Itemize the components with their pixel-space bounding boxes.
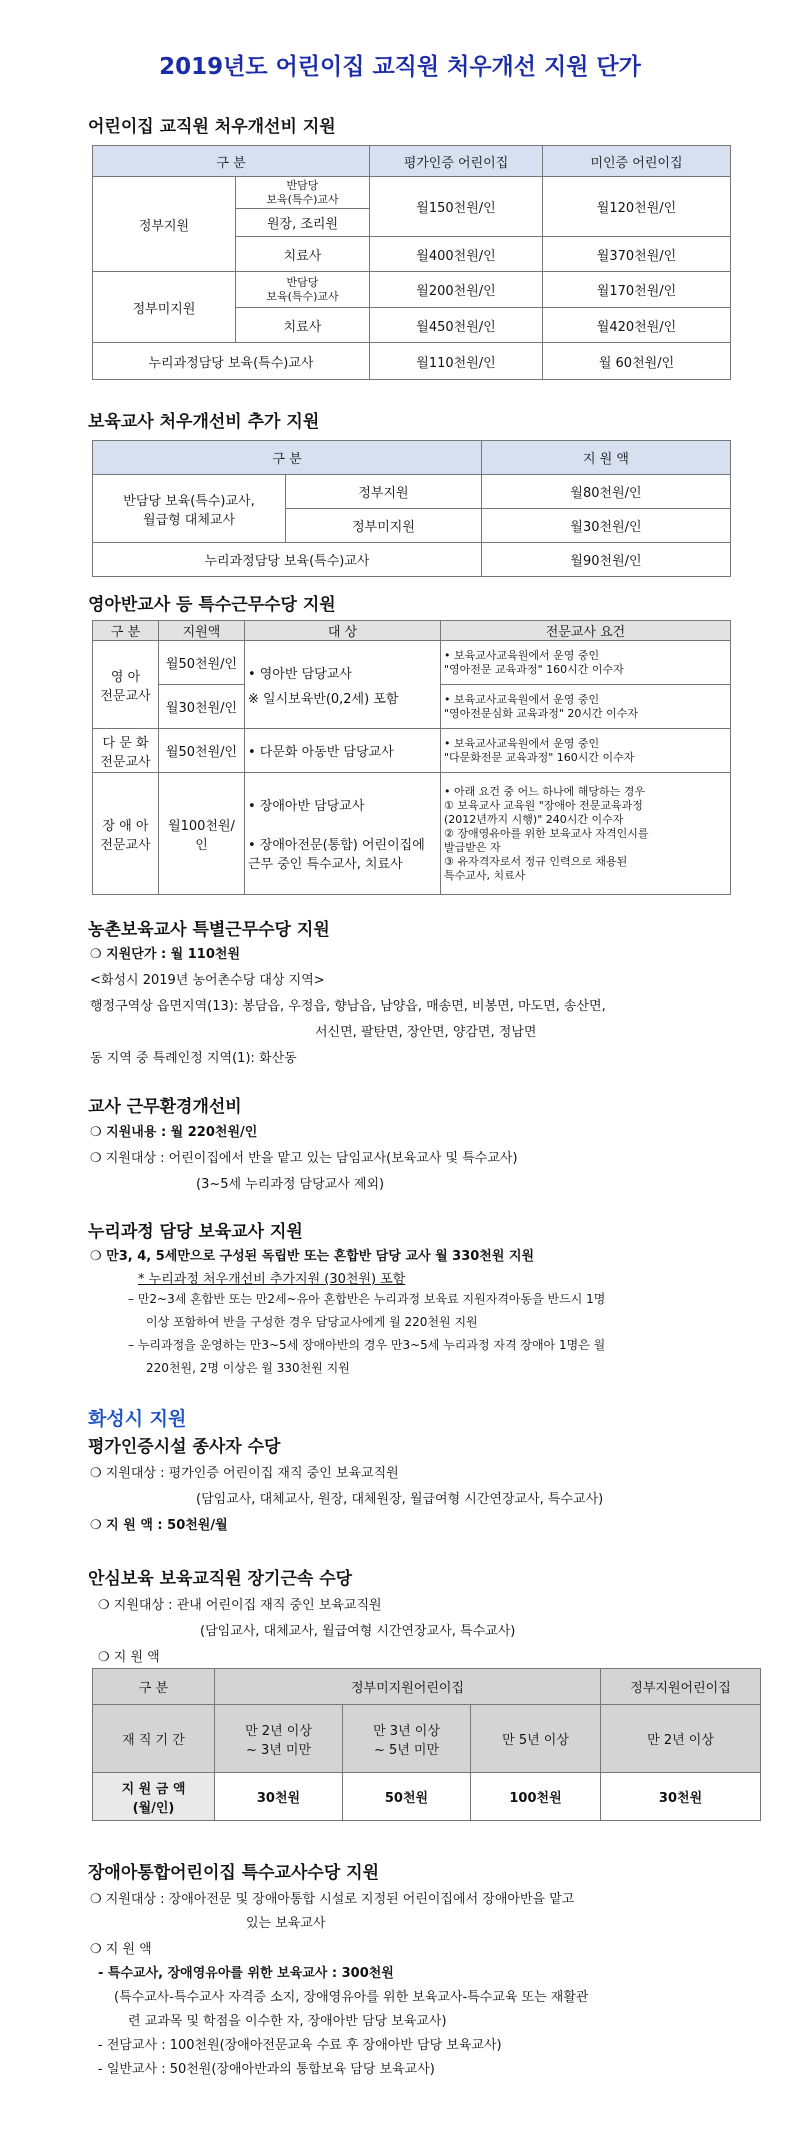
row-nongov: 정부미지원 (93, 272, 236, 343)
nuri-main: ❍ 만3, 4, 5세만으로 구성된 독립반 또는 혼합반 담당 교사 월 330천원 지원 (90, 1249, 535, 1264)
nuri-detail: – 만2~3세 혼합반 또는 만2세~유아 혼합반은 누리과정 보육료 지원자격아동을 반드시 1명 (128, 1292, 606, 1306)
infant-requirement-1: • 보육교사교육원에서 운영 중인 "영아전문 교육과정" 160시간 이수자 (441, 641, 731, 685)
certified-amount: ❍ 지 원 액 : 50천원/월 (90, 1518, 228, 1533)
integrated-special-note-cont: 련 교과목 및 학점을 이수한 자, 장애아반 담당 보육교사) (128, 2014, 447, 2029)
nuri-detail: 이상 포함하여 반을 구성한 경우 담당교사에게 월 220천원 지원 (146, 1315, 478, 1329)
row-gov-teacher: 반담당 보육(특수)교사 (236, 177, 370, 209)
certified-target: ❍ 지원대상 : 평가인증 어린이집 재직 중인 보육교직원 (90, 1466, 399, 1481)
longterm-target: ❍ 지원대상 : 관내 어린이집 재직 중인 보육교직원 (98, 1598, 382, 1613)
special-allowance-table (92, 620, 731, 895)
disability-target-line: • 장애아전문(통합) 어린이집에 근무 중인 특수교사, 치료사 (248, 838, 425, 872)
cell: 월80천원/인 (482, 475, 731, 509)
disability-target-line: • 장애아반 담당교사 (248, 799, 365, 814)
longterm-amount-label: ❍ 지 원 액 (98, 1650, 160, 1665)
cell: 월420천원/인 (543, 308, 731, 343)
environment-amount: ❍ 지원내용 : 월 220천원/인 (90, 1125, 258, 1140)
infant-requirement-2: • 보육교사교육원에서 운영 중인 "영아전문심화 교육과정" 20시간 이수자 (441, 685, 731, 729)
cell: 월110천원/인 (370, 343, 543, 380)
cell: 월 60천원/인 (543, 343, 731, 380)
integrated-target: ❍ 지원대상 : 장애아전문 및 장애아통합 시설로 지정된 어린이집에서 장애아반을 맡고 (90, 1892, 575, 1907)
header-amount: 지 원 액 (482, 441, 731, 475)
row-nuri: 누리과정담당 보육(특수)교사 (93, 343, 370, 380)
certified-target-detail: (담임교사, 대체교사, 원장, 대체원장, 월급여형 시간연장교사, 특수교사) (196, 1492, 604, 1507)
cell: 월170천원/인 (543, 272, 731, 308)
multi-requirement: • 보육교사교육원에서 운영 중인 "다문화전문 교육과정" 160시간 이수자 (441, 729, 731, 773)
header-uncertified: 미인증 어린이집 (543, 146, 731, 177)
integrated-special: - 특수교사, 장애영유아를 위한 보육교사 : 300천원 (98, 1966, 394, 1981)
cell: 월200천원/인 (370, 272, 543, 308)
section-heading-longterm: 안심보육 보육교직원 장기근속 수당 (88, 1569, 353, 1589)
section-heading-treatment: 어린이집 교직원 처우개선비 지원 (88, 117, 336, 137)
row-gov: 정부지원 (286, 475, 482, 509)
cell: 월120천원/인 (543, 177, 731, 237)
integrated-special-note: (특수교사-특수교사 자격증 소지, 장애영유아를 위한 보육교사-특수교육 또는 재활관 (114, 1990, 589, 2005)
multi-target: • 다문화 아동반 담당교사 (245, 729, 441, 773)
header-category: 구 분 (93, 1669, 215, 1705)
section-heading-hwaseong: 화성시 지원 (88, 1408, 187, 1430)
row-gov-therapist: 치료사 (236, 237, 370, 272)
header-amount: 지원액 (159, 621, 245, 641)
disability-requirement: • 아래 요건 중 어느 하나에 해당하는 경우 ① 보육교사 교육원 "장애아 전문교육과정 (2012년까지 시행)" 240시간 이수자 ② 장애영유아를 위한 보육교사 자격인시를 발급받은 자 ③ 유자격자로서 정규 인력으로 채용된 특수교사, 치료사 (441, 773, 731, 895)
row-gov-director: 원장, 조리원 (236, 209, 370, 237)
header-certified: 평가인증 어린이집 (370, 146, 543, 177)
cell: 월50천원/인 (159, 641, 245, 685)
rural-amount: ❍ 지원단가 : 월 110천원 (90, 947, 240, 962)
cell: 50천원 (343, 1773, 471, 1821)
environment-target: ❍ 지원대상 : 어린이집에서 반을 맡고 있는 담임교사(보육교사 및 특수교사) (90, 1151, 518, 1166)
cell: 30천원 (601, 1773, 761, 1821)
header-category: 구 분 (93, 146, 370, 177)
cell: 월370천원/인 (543, 237, 731, 272)
longterm-table (92, 1668, 761, 1821)
nuri-detail: 220천원, 2명 이상은 월 330천원 지원 (146, 1361, 350, 1375)
header-category: 구 분 (93, 441, 482, 475)
section-heading-additional: 보육교사 처우개선비 추가 지원 (88, 412, 320, 432)
cell: 월30천원/인 (482, 509, 731, 543)
row-infant: 영 아 전문교사 (93, 641, 159, 729)
infant-target (245, 641, 441, 729)
section-heading-nuri: 누리과정 담당 보육교사 지원 (88, 1222, 303, 1242)
integrated-dedicated: - 전담교사 : 100천원(장애아전문교육 수료 후 장애아반 담당 보육교사) (98, 2038, 502, 2053)
cell: 만 2년 이상 ~ 3년 미만 (215, 1705, 343, 1773)
treatment-table (92, 145, 731, 380)
header-target: 대 상 (245, 621, 441, 641)
row-group: 반담당 보육(특수)교사, 월급형 대체교사 (93, 475, 286, 543)
cell: 월90천원/인 (482, 543, 731, 577)
cell: 월150천원/인 (370, 177, 543, 237)
section-heading-integrated: 장애아통합어린이집 특수교사수당 지원 (88, 1863, 380, 1883)
header-requirement: 전문교사 요건 (441, 621, 731, 641)
page-title: 2019년도 어린이집 교직원 처우개선 지원 단가 (159, 54, 641, 80)
subheading-certified-allowance: 평가인증시설 종사자 수당 (88, 1437, 281, 1457)
additional-support-table (92, 440, 731, 577)
row-amount: 지 원 금 액 (월/인) (93, 1773, 215, 1821)
row-disability: 장 애 아 전문교사 (93, 773, 159, 895)
cell: 30천원 (215, 1773, 343, 1821)
section-heading-special: 영아반교사 등 특수근무수당 지원 (88, 595, 336, 615)
cell: 100천원 (471, 1773, 601, 1821)
cell: 월400천원/인 (370, 237, 543, 272)
row-nongov: 정부미지원 (286, 509, 482, 543)
row-tenure: 재 직 기 간 (93, 1705, 215, 1773)
header-category: 구 분 (93, 621, 159, 641)
longterm-target-detail: (담임교사, 대체교사, 월급여형 시간연장교사, 특수교사) (200, 1624, 516, 1639)
infant-target-note: ※ 일시보육반(0,2세) 포함 (248, 691, 399, 707)
disability-target (245, 773, 441, 895)
cell: 월50천원/인 (159, 729, 245, 773)
row-gov: 정부지원 (93, 177, 236, 272)
nuri-note: * 누리과정 처우개선비 추가지원 (30천원) 포함 (138, 1272, 406, 1287)
environment-exclusion: (3~5세 누리과정 담당교사 제외) (196, 1177, 385, 1192)
section-heading-environment: 교사 근무환경개선비 (88, 1097, 242, 1117)
section-heading-rural: 농촌보육교사 특별근무수당 지원 (88, 920, 330, 940)
cell: 월100천원/인 (159, 773, 245, 895)
integrated-general: - 일반교사 : 50천원(장애아반과의 통합보육 담당 보육교사) (98, 2062, 435, 2077)
row-multicultural: 다 문 화 전문교사 (93, 729, 159, 773)
header-nongov: 정부미지원어린이집 (215, 1669, 601, 1705)
cell: 월450천원/인 (370, 308, 543, 343)
cell: 월30천원/인 (159, 685, 245, 729)
cell: 만 2년 이상 (601, 1705, 761, 1773)
integrated-amount-label: ❍ 지 원 액 (90, 1942, 152, 1957)
infant-target-line: • 영아반 담당교사 (248, 666, 352, 682)
integrated-target-cont: 있는 보육교사 (246, 1916, 326, 1931)
rural-region-title: <화성시 2019년 농어촌수당 대상 지역> (90, 973, 325, 988)
row-nuri: 누리과정담당 보육(특수)교사 (93, 543, 482, 577)
row-nongov-therapist: 치료사 (236, 308, 370, 343)
row-nongov-teacher: 반담당 보육(특수)교사 (236, 272, 370, 308)
header-gov: 정부지원어린이집 (601, 1669, 761, 1705)
rural-special-region: 동 지역 중 특례인정 지역(1): 화산동 (90, 1051, 297, 1066)
rural-region-list: 행정구역상 읍면지역(13): 봉담읍, 우정읍, 향남읍, 남양읍, 매송면, 비봉면, 마도면, 송산면, (90, 999, 606, 1014)
cell: 만 3년 이상 ~ 5년 미만 (343, 1705, 471, 1773)
rural-region-list-cont: 서신면, 팔탄면, 장안면, 양감면, 정남면 (315, 1025, 537, 1040)
nuri-detail: – 누리과정을 운영하는 만3~5세 장애아반의 경우 만3~5세 누리과정 자격 장애아 1명은 월 (128, 1338, 606, 1352)
cell: 만 5년 이상 (471, 1705, 601, 1773)
